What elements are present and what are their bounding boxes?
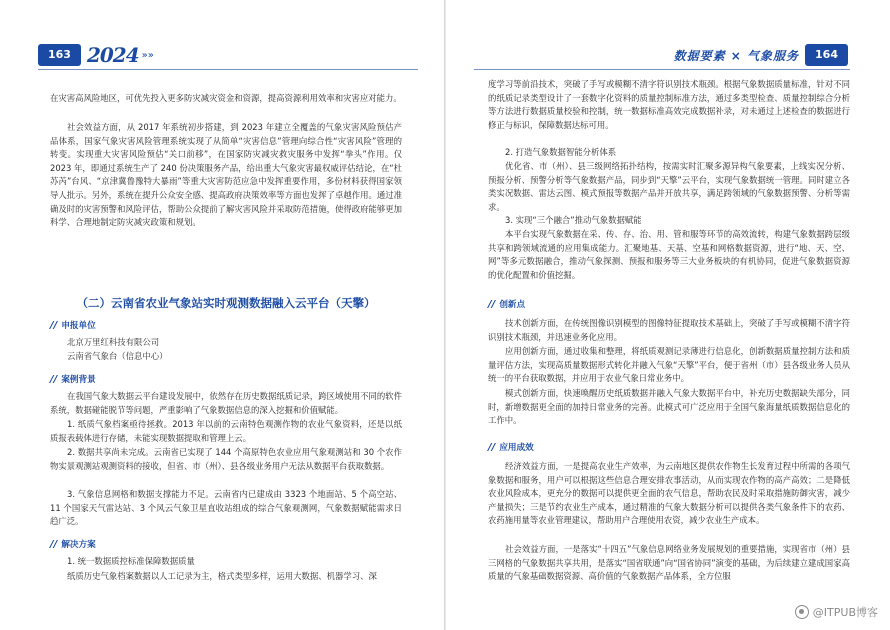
slash-bars-icon: //: [50, 319, 58, 331]
body-paragraph: 社会效益方面，一是落实“十四五”气象信息网络业务发展规划的重要措施，实现省市（州）县三网格的气象数据共享共用，是落实“国省联通”向“国省协同”演变的基础，为后续建立建成国家高质量的气象基础数据资源、高价值的气象数据产品体系，全方位服: [488, 544, 850, 582]
watermark-logo-icon: [795, 605, 809, 619]
watermark-text: @ITPUB博客: [812, 606, 878, 619]
body-paragraph: 1. 纸质气象档案亟待拯救。2013 年以前的云南特色观测作物的农业气象资料，还是以纸质报表载体进行存储，未能实现数据提取和管理上云。: [50, 419, 402, 443]
body-paragraph: 社会效益方面，从 2017 年系统初步搭建，到 2023 年建立全覆盖的气象灾害风险预估产品体系，国家气象灾害风险管理系统实现了从简单“灾害信息”管理向综合性“灾害风险”管理的转变。实现重大灾害风险预估“关口前移”，在国家防灾减灾救灾服务中发挥“拳头”作用。仅 2023 年，即通过系统生产了 240 份决策服务产品，给出重大气象灾害最权威评估结论，在“杜苏芮”台风、“京津冀鲁豫特大暴雨”等重大灾害防范应急中发挥重要作用，多份材料获得国家领导人批示。另外，系统在提升公众安全感、提高政府决策效率等方面也发挥了卓越作用。通过准确及时的灾害预警和风险评估，帮助公众提前了解灾害风险并采取防范措施，使得政府能够更加科学、合理地制定防灾减灾政策和规划。: [50, 122, 402, 228]
tag-solution: [50, 538, 96, 550]
tag-label: 创新点: [499, 300, 526, 310]
body-paragraph: 度学习等前沿技术，突破了手写或模糊不清字符识别技术瓶颈。根据气象数据质量标准，针对不同的纸质记录类型设计了一套数字化资料的质量控制标准方法，通过多类型检查、质量控制综合分析等方法进行数据质量校验和控制，统一数据标准高效完成数据补录，对未通过上述检查的数据进行修正与标识，保障数据达标可用。: [488, 79, 850, 130]
body-paragraph: 本平台实现气象数据在采、传、存、治、用、管和服等环节的高效流转，构建气象数据跨层级共享和跨领域流通的应用集成能力。汇聚地基、天基、空基和网格数据资源，进行“地、天、空、网”等多元数据融合，推动气象探测、预报和服务等三大业务板块的有机协同，促进气象数据资源的优化配置和价值挖掘。: [488, 229, 850, 280]
header-rule: [474, 69, 850, 70]
body-paragraph: 应用创新方面，通过收集和整理，将纸质观测记录薄进行信息化，创新数据质量控制方法和质量评估方法，实现高质量数据形式转化并融入气象“天擎”平台，便于省州（市）县各级业务人员从统一的平台获取数据，并应用于农业气象日常业务中。: [488, 346, 850, 384]
left-page: [0, 0, 444, 630]
body-paragraph: 经济效益方面，一是提高农业生产效率，为云南地区提供农作物生长发育过程中所需的各项气象数据和服务，用户可以根据这些信息合理安排农事活动，从而实现农作物的高产高效；二是降低农业风险成本，更充分的数据可以提供更全面的农气信息，帮助农民及时采取措施防御灾害，减少产量损失；三是节约农业生产成本，通过精准的气象大数据分析可以提供各类气象条件下的农药、农药施用量等农业管理建议，帮助用户合理使用农资，减少农业生产成本。: [488, 461, 850, 526]
left-page-header: [38, 44, 154, 66]
slash-bars-icon: //: [488, 298, 496, 310]
body-paragraph: 2. 数据共享尚未完成。云南省已实现了 144 个高原特色农业应用气象观测站和 30 个农作物实景观测站观测资料的接收，但省、市（州）、县各级业务用户无法从数据平台获取数据。: [50, 447, 402, 471]
tag-background: [50, 373, 96, 385]
tag-results: [488, 441, 534, 453]
tag-innovation: [488, 298, 525, 310]
right-page: [446, 0, 890, 630]
tag-label: 解决方案: [61, 540, 96, 550]
body-paragraph: 在灾害高风险地区，可优先投入更多防灾减灾资金和资源，提高资源利用效率和灾害应对能力。: [50, 93, 402, 103]
body-paragraph: 优化省、市（州）、县三级网络拓扑结构，按需实时汇聚多源异构气象要素，上线实况分析、预报分析、预警分析等气象数据产品，同步到“天擎”云平台，实现气象数据统一管理。同时建立各类实况数据、雷达云图、模式预报等数据产品并开放共享，满足跨领域的气象数据预警、分析等需求。: [488, 161, 850, 212]
page-number: 163: [38, 44, 81, 66]
slash-bars-icon: //: [50, 373, 58, 385]
body-paragraph: 2. 打造气象数据智能分析体系: [505, 147, 617, 157]
body-paragraph: 模式创新方面，快速唤醒历史纸质数据并融入气象大数据平台中，补充历史数据缺失部分，同时，新增数据更全面的加持日常业务的完善。此模式可广泛应用于全国气象海量纸质数据信息化的工作中。: [488, 388, 850, 426]
right-page-header: [674, 44, 848, 66]
body-paragraph: 纸质历史气象档案数据以人工记录为主，格式类型多样，运用大数据、机器学习、深: [67, 571, 377, 581]
running-title: 数据要素 × 气象服务: [673, 48, 800, 63]
year-logo: 2024: [86, 43, 139, 67]
applicant-line: 北京万里红科技有限公司: [67, 337, 160, 347]
header-rule: [38, 69, 418, 70]
body-paragraph: 3. 气象信息网格和数据支撑能力不足。云南省内已建成由 3323 个地面站、5 个高空站、11 个国家天气雷达站、3 个风云气象卫星直收站组成的综合气象观测网，气象数据赋能需求日趋广泛。: [50, 489, 402, 527]
applicant-line: 云南省气象台（信息中心）: [67, 351, 168, 361]
tag-applicant: [50, 319, 96, 331]
tag-label: 申报单位: [61, 321, 96, 331]
body-paragraph: 技术创新方面，在传统图像识别模型的图像特征提取技术基础上，突破了手写或模糊不清字符识别技术瓶颈，并迅速业务化应用。: [488, 318, 850, 342]
slash-bars-icon: //: [50, 538, 58, 550]
watermark: [795, 604, 878, 620]
body-paragraph: 1. 统一数据质控标准保障数据质量: [67, 556, 195, 566]
tag-label: 应用成效: [499, 443, 534, 453]
slash-bars-icon: //: [488, 441, 496, 453]
tag-label: 案例背景: [61, 375, 96, 385]
page-number: 164: [805, 44, 848, 66]
chevron-icon: »»: [141, 49, 154, 61]
body-paragraph: 3. 实现“三个融合”推动气象数据赋能: [505, 215, 642, 225]
section-title: （二）云南省农业气象站实时观测数据融入云平台（天擎）: [76, 296, 376, 310]
body-paragraph: 在我国气象大数据云平台建设发展中，依然存在历史数据纸质记录，跨区域使用不同的软件系统，数据碰能脱节等问题，严重影响了气象数据信息的深入挖掘和价值赋能。: [50, 391, 402, 415]
